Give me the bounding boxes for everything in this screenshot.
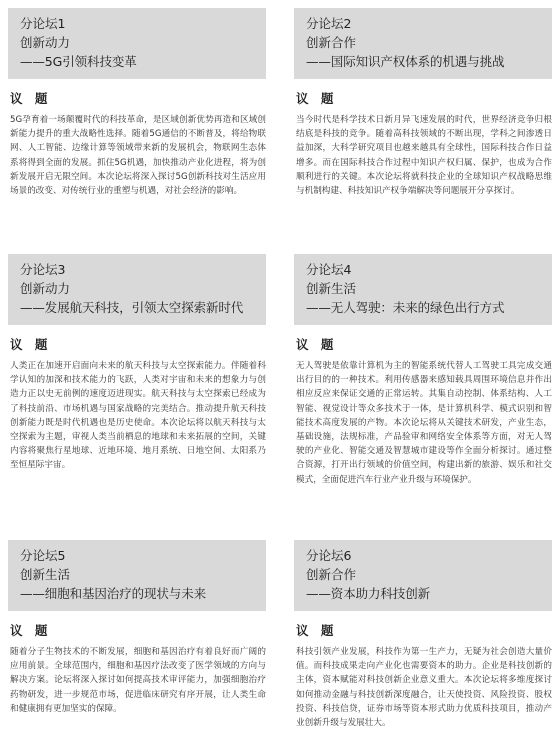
topic-heading: 议 题 — [10, 337, 52, 352]
forum-theme: 创新动力 — [20, 281, 71, 296]
forum-description: 科技引领产业发展，科技作为第一生产力，无疑为社会创造大量价值。而科技成果走向产业化也需要资本的助力。企业是科技创新的主体，资本赋能对科技创新企业意义重大。本次论坛将多维度探讨如何推动金融与科技创新深度融合，让天使投资、风险投资、股权投资、科技信贷，证券市场等资本形式助力优质科技项目，推动产业创新升级与发展壮大。 — [296, 647, 552, 729]
forum-card-2 — [294, 8, 552, 198]
forum-card-5 — [8, 540, 266, 716]
forum-theme: 创新合作 — [306, 567, 357, 582]
forum-description: 随着分子生物技术的不断发展，细胞和基因治疗有着良好而广阔的应用前景。全球范围内，细胞和基因疗法改变了医学领域的方向与解决方案。论坛将深入探讨如何提高技术审评能力，加强细胞治疗药物研发，进一步规范市场，促进临床研究有序开展，让人类生命和健康拥有更加坚实的保障。 — [10, 647, 266, 714]
forum-number: 分论坛6 — [306, 548, 352, 563]
forum-theme: 创新生活 — [306, 281, 357, 296]
forum-description: 无人驾驶是依靠计算机为主的智能系统代替人工驾驶工具完成交通出行目的的一种技术。利用传感器来感知载具周围环境信息并作出相应反应来保证交通的正常运转。其集自动控制、体系结构、人工智能、视觉设计等众多技术于一体，是计算机科学、模式识别和智能技术高度发展的产物。本次论坛将从关键技术研发，产业生态，基础设施，法规标准，产品验审和网络安全体系等方面，对无人驾驶的产业化、智能交通及智慧城市建设等作全面分析探讨。通过整合资源，打开出行领域的价值空间，构建出新的旅游、娱乐和社交模式，全面促进汽车行业产业升级与环境保护。 — [296, 361, 552, 485]
forum-subtitle: ——国际知识产权体系的机遇与挑战 — [306, 54, 505, 69]
forum-header — [8, 254, 266, 325]
forum-description: 5G孕育着一场颠覆时代的科技革命，是区域创新优势再造和区域创新能力提升的重大战略性选择。随着5G通信的不断普及，将给物联网、人工智能、边缘计算等领域带来新的发展机会，物联网生态体系将得到全面的发展。抓住5G机遇，加快推动产业化进程，将为创新发展开启无限空间。本次论坛将深入探讨5G创新科技对生活应用场景的改变、对传统行业的重塑与机遇，对社会经济的影响。 — [10, 115, 266, 197]
forum-theme: 创新生活 — [20, 567, 71, 582]
forum-number: 分论坛2 — [306, 16, 352, 31]
forum-header — [294, 8, 552, 79]
forum-card-4 — [294, 254, 552, 487]
topic-heading: 议 题 — [296, 623, 338, 638]
forum-card-1 — [8, 8, 266, 198]
forum-subtitle: ——发展航天科技，引领太空探索新时代 — [20, 300, 244, 315]
forum-header — [8, 8, 266, 79]
forum-theme: 创新合作 — [306, 35, 357, 50]
forum-subtitle: ——资本助力科技创新 — [306, 586, 431, 601]
forum-number: 分论坛5 — [20, 548, 66, 563]
forum-theme: 创新动力 — [20, 35, 71, 50]
forum-subtitle: ——细胞和基因治疗的现状与未来 — [20, 586, 207, 601]
forum-card-6 — [294, 540, 552, 730]
topic-heading: 议 题 — [10, 623, 52, 638]
topic-heading: 议 题 — [10, 91, 52, 106]
forum-header — [294, 254, 552, 325]
topic-heading: 议 题 — [296, 91, 338, 106]
forum-header — [8, 540, 266, 611]
forum-subtitle: ——无人驾驶：未来的绿色出行方式 — [306, 300, 505, 315]
topic-heading: 议 题 — [296, 337, 338, 352]
forum-description: 当今时代是科学技术日新月异飞速发展的时代，世界经济竞争归根结底是科技的竞争。随着高科技领域的不断出现，学科之间渗透日益加深，大科学研究项目也越来越具有全球性，国际科技合作日益增多。而在国际科技合作过程中知识产权归属、保护，也成为合作顺利进行的关键。本次论坛将就科技企业的全球知识产权战略思维与机制构建、科技知识产权争端解决等问题展开分享探讨。 — [296, 115, 552, 197]
forum-description: 人类正在加速开启面向未来的航天科技与太空探索能力。伴随着科学认知的加深和技术能力的飞跃，人类对宇宙和未来的想象力与创造力正以史无前例的速度迈进现实。航天科技与太空探索已经成为了科技前沿、市场机遇与国家战略的完美结合。推动提升航天科技创新能力既是时代机遇也是历史使命。本次论坛将以航天科技与太空探索为主题，审视人类当前栖息的地球和未来拓展的空间，关键内容将聚焦行星地球、近地环境、地月系统、日地空间、太阳系乃至恒星际宇宙。 — [10, 361, 266, 471]
forum-number: 分论坛4 — [306, 262, 352, 277]
forum-subtitle: ——5G引领科技变革 — [20, 54, 137, 69]
forum-number: 分论坛1 — [20, 16, 66, 31]
forum-header — [294, 540, 552, 611]
forum-card-3 — [8, 254, 266, 473]
forum-number: 分论坛3 — [20, 262, 66, 277]
